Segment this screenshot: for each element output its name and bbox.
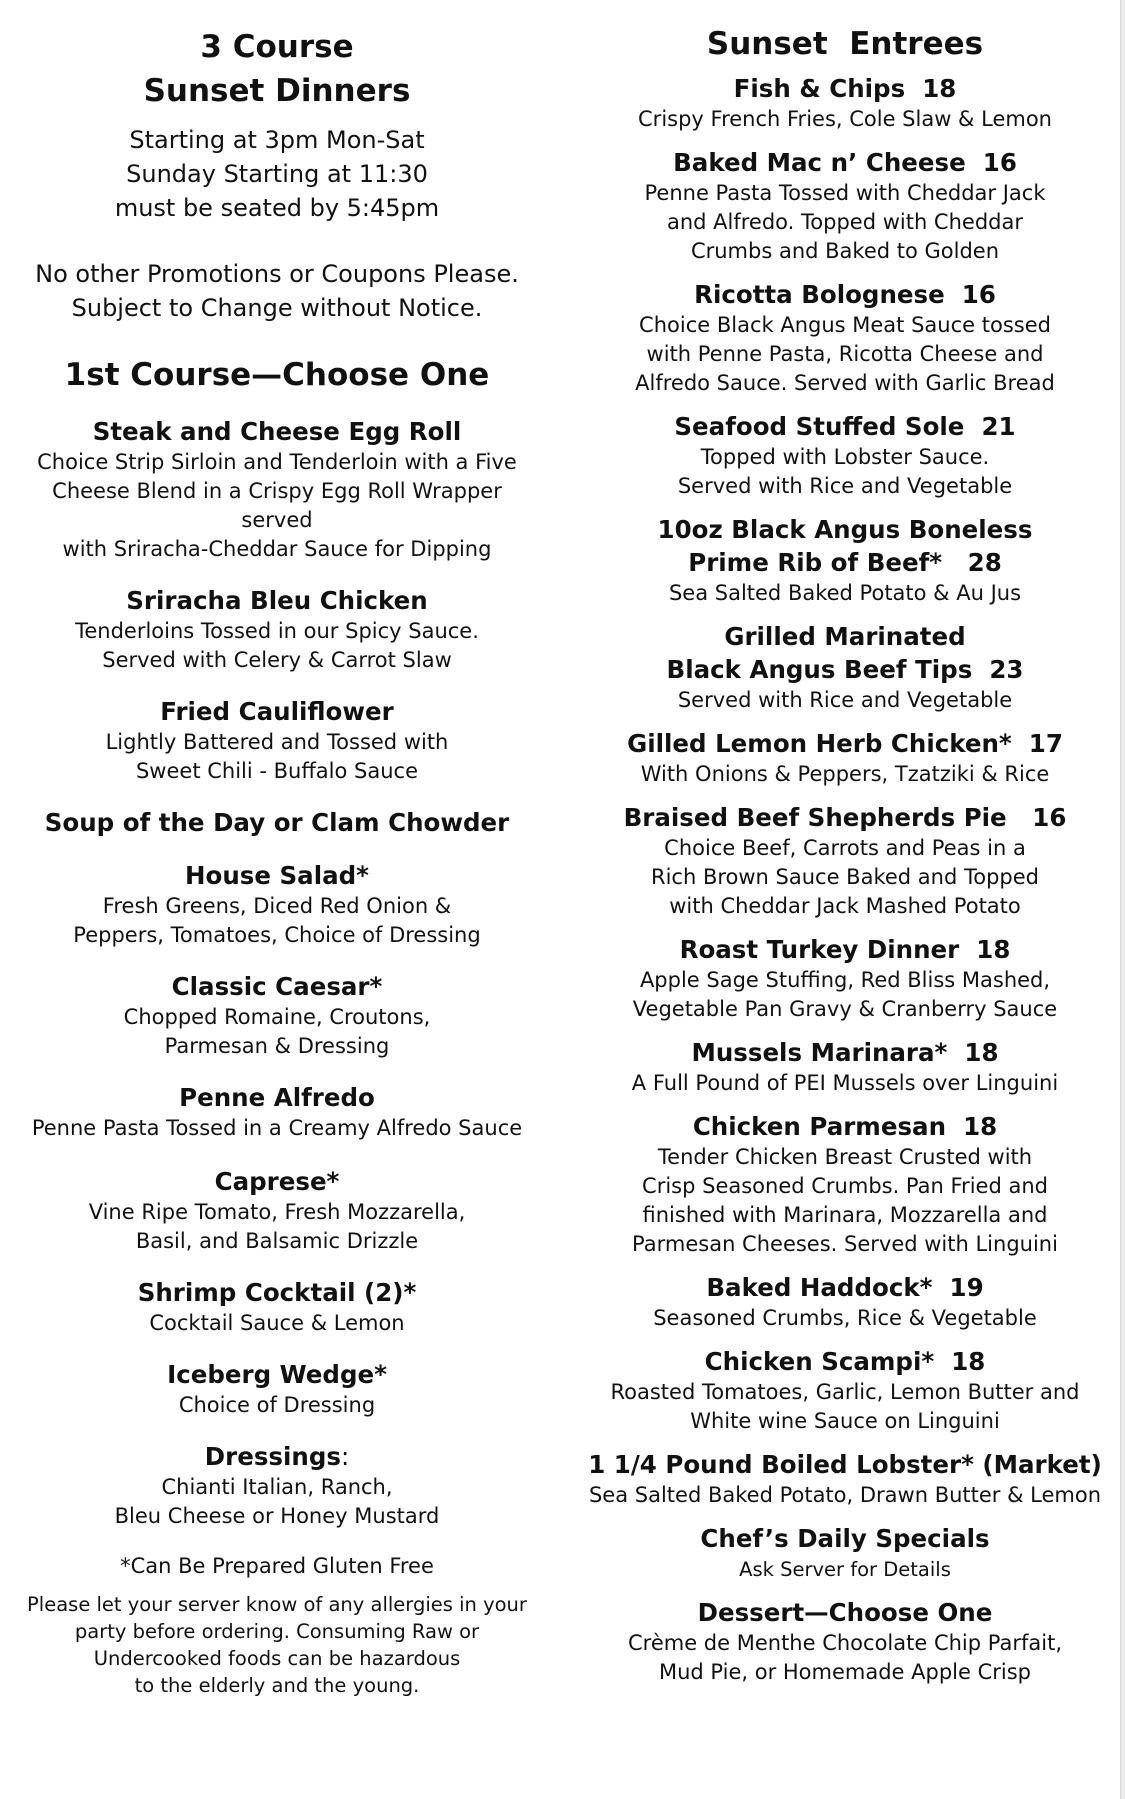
- item-desc: Choice of Dressing: [178, 1393, 376, 1417]
- item-name: Classic Caesar*: [171, 972, 383, 1001]
- menu-item: [585, 1271, 1105, 1333]
- left-column: [22, 0, 532, 1699]
- menu-item: [22, 584, 532, 675]
- item-desc: Topped with Lobster Sauce.: [700, 445, 990, 469]
- item-name: Sriracha Bleu Chicken: [126, 586, 428, 615]
- item-desc: White wine Sauce on Linguini: [690, 1409, 1000, 1433]
- menu-item: [585, 933, 1105, 1024]
- item-desc: Crumbs and Baked to Golden: [690, 239, 1000, 263]
- item-name: Caprese*: [214, 1167, 340, 1196]
- menu-item: [22, 415, 532, 564]
- menu-item: [22, 1081, 532, 1143]
- item-name: Penne Alfredo: [179, 1083, 375, 1112]
- menu-item: [585, 1448, 1105, 1510]
- item-desc: Crème de Menthe Chocolate Chip Parfait,: [627, 1631, 1062, 1655]
- menu-title-line1: 3 Course: [200, 29, 354, 65]
- menu-item: [22, 806, 532, 839]
- item-name: Black Angus Beef Tips 23: [666, 655, 1024, 684]
- dressings-label-row: [22, 1440, 532, 1473]
- item-desc: Vine Ripe Tomato, Fresh Mozzarella,: [88, 1200, 466, 1224]
- menu-item: [585, 1345, 1105, 1436]
- menu-item: [22, 970, 532, 1061]
- menu-item: [585, 1036, 1105, 1098]
- item-desc: Tender Chicken Breast Crusted with: [657, 1145, 1033, 1169]
- item-desc: Basil, and Balsamic Drizzle: [135, 1229, 419, 1253]
- menu-title-line2: Sunset Dinners: [143, 73, 411, 109]
- item-name: Mussels Marinara* 18: [691, 1038, 999, 1067]
- item-desc: Parmesan & Dressing: [164, 1034, 390, 1058]
- dressings-block: [22, 1440, 532, 1531]
- item-name: Fried Cauliflower: [160, 697, 394, 726]
- item-desc: A Full Pound of PEI Mussels over Linguini: [631, 1071, 1059, 1095]
- menu-item: [22, 859, 532, 950]
- item-name: Chicken Scampi* 18: [704, 1347, 986, 1376]
- item-name: 1 1/4 Pound Boiled Lobster* (Market): [588, 1450, 1102, 1479]
- menu-item: [585, 146, 1105, 266]
- item-desc: Choice Black Angus Meat Sauce tossed: [639, 313, 1051, 337]
- dressing-options: Chianti Italian, Ranch,: [161, 1475, 393, 1499]
- item-desc: Cheese Blend in a Crispy Egg Roll Wrapper served: [52, 479, 502, 532]
- menu-item: [585, 1110, 1105, 1259]
- item-desc: Served with Rice and Vegetable: [677, 474, 1013, 498]
- item-desc: Vegetable Pan Gravy & Cranberry Sauce: [632, 997, 1058, 1021]
- item-desc: Rich Brown Sauce Baked and Topped: [650, 865, 1039, 889]
- item-name: Dessert—Choose One: [697, 1598, 993, 1627]
- item-name: Roast Turkey Dinner 18: [679, 935, 1011, 964]
- menu-item: [585, 513, 1105, 608]
- item-name: Grilled Marinated: [724, 622, 966, 651]
- menu-item: [585, 278, 1105, 398]
- allergy-note-line: Undercooked foods can be hazardous: [93, 1647, 461, 1670]
- item-name: Braised Beef Shepherds Pie 16: [623, 803, 1067, 832]
- item-name: Steak and Cheese Egg Roll: [92, 417, 462, 446]
- item-desc: Alfredo Sauce. Served with Garlic Bread: [635, 371, 1055, 395]
- item-desc: Crisp Seasoned Crumbs. Pan Fried and: [642, 1174, 1048, 1198]
- allergy-note-line: Please let your server know of any allergies in your: [27, 1593, 527, 1616]
- right-column: [585, 0, 1105, 1687]
- item-desc: Served with Rice and Vegetable: [677, 688, 1013, 712]
- item-name: Fish & Chips 18: [733, 74, 957, 103]
- entrees-heading: Sunset Entrees: [706, 26, 984, 62]
- item-name: 10oz Black Angus Boneless: [657, 515, 1033, 544]
- menu-item: [22, 695, 532, 786]
- item-desc: Seasoned Crumbs, Rice & Vegetable: [653, 1306, 1037, 1330]
- item-desc: with Sriracha-Cheddar Sauce for Dipping: [62, 537, 492, 561]
- item-desc: Penne Pasta Tossed in a Creamy Alfredo Sauce: [31, 1116, 523, 1140]
- menu-item: [585, 1596, 1105, 1687]
- hours-line: must be seated by 5:45pm: [114, 194, 440, 222]
- hours-line: Sunday Starting at 11:30: [126, 160, 428, 188]
- item-desc: with Cheddar Jack Mashed Potato: [669, 894, 1021, 918]
- menu-item: [22, 1165, 532, 1256]
- item-desc: Parmesan Cheeses. Served with Linguini: [632, 1232, 1058, 1256]
- item-desc: Lightly Battered and Tossed with: [105, 730, 449, 754]
- item-name: Iceberg Wedge*: [167, 1360, 387, 1389]
- item-desc: Apple Sage Stuffing, Red Bliss Mashed,: [639, 968, 1051, 992]
- allergy-note-line: to the elderly and the young.: [134, 1674, 420, 1697]
- item-desc: Sea Salted Baked Potato & Au Jus: [668, 581, 1022, 605]
- first-course-heading: 1st Course—Choose One: [64, 357, 490, 393]
- item-desc: finished with Marinara, Mozzarella and: [642, 1203, 1048, 1227]
- menu-item: [585, 1522, 1105, 1584]
- item-name: House Salad*: [185, 861, 369, 890]
- allergy-note-line: party before ordering. Consuming Raw or: [74, 1620, 480, 1643]
- item-desc: Mud Pie, or Homemade Apple Crisp: [658, 1660, 1032, 1684]
- item-desc: Fresh Greens, Diced Red Onion &: [102, 894, 452, 918]
- item-desc: Peppers, Tomatoes, Choice of Dressing: [73, 923, 481, 947]
- item-desc: Choice Beef, Carrots and Peas in a: [664, 836, 1026, 860]
- item-desc: Crispy French Fries, Cole Slaw & Lemon: [638, 107, 1052, 131]
- item-desc: Roasted Tomatoes, Garlic, Lemon Butter and: [610, 1380, 1080, 1404]
- dressing-options: Bleu Cheese or Honey Mustard: [114, 1504, 440, 1528]
- menu-item: [585, 620, 1105, 715]
- notice-line: No other Promotions or Coupons Please.: [35, 260, 519, 288]
- hours-line: Starting at 3pm Mon-Sat: [129, 126, 425, 154]
- item-desc: with Penne Pasta, Ricotta Cheese and: [646, 342, 1044, 366]
- menu-item: [22, 1276, 532, 1338]
- item-desc: Tenderloins Tossed in our Spicy Sauce.: [75, 619, 479, 643]
- notice-line: Subject to Change without Notice.: [71, 294, 483, 322]
- item-desc: Cocktail Sauce & Lemon: [149, 1311, 405, 1335]
- item-name: Baked Mac n’ Cheese 16: [673, 148, 1017, 177]
- item-name: Gilled Lemon Herb Chicken* 17: [627, 729, 1063, 758]
- item-name: Prime Rib of Beef* 28: [688, 548, 1002, 577]
- item-name: Shrimp Cocktail (2)*: [137, 1278, 417, 1307]
- menu-item: [585, 727, 1105, 789]
- item-name: Chicken Parmesan 18: [692, 1112, 998, 1141]
- item-name: Chef’s Daily Specials: [700, 1524, 990, 1553]
- item-desc: Penne Pasta Tossed with Cheddar Jack: [644, 181, 1046, 205]
- menu-item: [585, 410, 1105, 501]
- dressings-colon: :: [340, 1442, 350, 1471]
- item-name: Ricotta Bolognese 16: [694, 280, 996, 309]
- item-desc: and Alfredo. Topped with Cheddar: [666, 210, 1023, 234]
- item-name: Seafood Stuffed Sole 21: [674, 412, 1016, 441]
- menu-item: [585, 801, 1105, 921]
- item-desc: Chopped Romaine, Croutons,: [123, 1005, 431, 1029]
- item-desc: Served with Celery & Carrot Slaw: [102, 648, 452, 672]
- menu-item: [585, 72, 1105, 134]
- menu-item: [22, 1358, 532, 1420]
- item-desc: Sweet Chili - Buffalo Sauce: [135, 759, 419, 783]
- dressings-label: Dressings: [204, 1442, 341, 1471]
- item-desc: With Onions & Peppers, Tzatziki & Rice: [640, 762, 1050, 786]
- item-desc: Sea Salted Baked Potato, Drawn Butter & Lemon: [588, 1483, 1102, 1507]
- item-desc: Ask Server for Details: [739, 1558, 951, 1581]
- item-desc: Choice Strip Sirloin and Tenderloin with a Five: [37, 450, 517, 474]
- gluten-free-note: *Can Be Prepared Gluten Free: [120, 1554, 434, 1578]
- item-name: Baked Haddock* 19: [706, 1273, 984, 1302]
- item-name: Soup of the Day or Clam Chowder: [44, 808, 510, 837]
